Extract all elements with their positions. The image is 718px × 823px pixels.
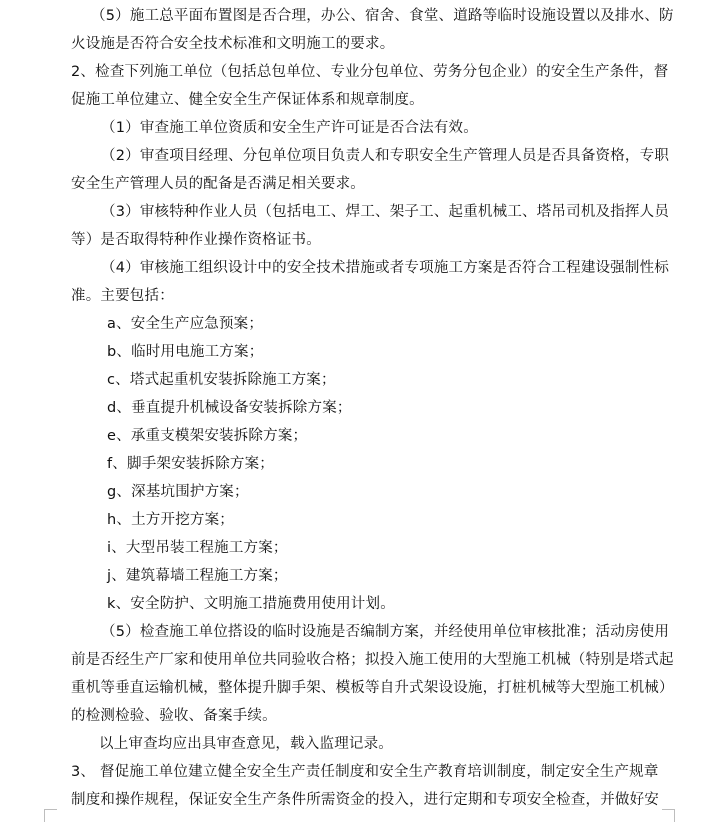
text-line: 2、检查下列施工单位（包括总包单位、专业分包单位、劳务分包企业）的安全生产条件，督 — [71, 64, 669, 80]
margin-corner-mark — [44, 809, 57, 822]
list-item: a、安全生产应急预案； — [107, 316, 264, 332]
text-line: 促施工单位建立、健全安全生产保证体系和规章制度。 — [71, 92, 424, 108]
text-line: 制度和操作规程，保证安全生产条件所需资金的投入，进行定期和专项安全检查，并做好安 — [71, 792, 659, 808]
list-item: i、大型吊装工程施工方案； — [107, 540, 288, 556]
text-line: 重机等垂直运输机械，整体提升脚手架、模板等自升式架设设施，打桩机械等大型施工机械） — [71, 680, 674, 696]
list-item: h、土方开挖方案； — [107, 512, 234, 528]
list-item: f、脚手架安装拆除方案； — [107, 456, 275, 472]
list-item: b、临时用电施工方案； — [107, 344, 264, 360]
text-line: （1）审查施工单位资质和安全生产许可证是否合法有效。 — [101, 120, 478, 136]
list-item: c、塔式起重机安装拆除施工方案； — [107, 372, 336, 388]
list-item: k、安全防护、文明施工措施费用使用计划。 — [107, 596, 395, 612]
text-line: （4）审核施工组织设计中的安全技术措施或者专项施工方案是否符合工程建设强制性标 — [101, 260, 670, 276]
text-line: （3）审核特种作业人员（包括电工、焊工、架子工、起重机械工、塔吊司机及指挥人员 — [101, 204, 670, 220]
text-line: 的检测检验、验收、备案手续。 — [71, 708, 277, 724]
text-line: 火设施是否符合安全技术标准和文明施工的要求。 — [71, 36, 395, 52]
list-item: d、垂直提升机械设备安装拆除方案； — [107, 400, 352, 416]
text-line: 以上审查均应出具审查意见，载入监理记录。 — [99, 736, 393, 752]
text-line: （5）施工总平面布置图是否合理，办公、宿舍、食堂、道路等临时设施设置以及排水、防 — [91, 8, 674, 24]
text-line: 3、 督促施工单位建立健全安全生产责任制度和安全生产教育培训制度，制定安全生产规章 — [71, 764, 659, 780]
list-item: j、建筑幕墙工程施工方案； — [107, 568, 288, 584]
text-line: 准。主要包括： — [71, 288, 174, 304]
text-line: 安全生产管理人员的配备是否满足相关要求。 — [71, 176, 365, 192]
text-line: （2）审查项目经理、分包单位项目负责人和专职安全生产管理人员是否具备资格，专职 — [101, 148, 670, 164]
text-line: （5）检查施工单位搭设的临时设施是否编制方案，并经使用单位审核批准；活动房使用 — [101, 624, 670, 640]
margin-corner-mark — [662, 809, 675, 822]
text-line: 前是否经生产厂家和使用单位共同验收合格；拟投入施工使用的大型施工机械（特别是塔式起 — [71, 652, 674, 668]
text-line: 等）是否取得特种作业操作资格证书。 — [71, 232, 321, 248]
list-item: e、承重支模架安装拆除方案； — [107, 428, 308, 444]
list-item: g、深基坑围护方案； — [107, 484, 249, 500]
